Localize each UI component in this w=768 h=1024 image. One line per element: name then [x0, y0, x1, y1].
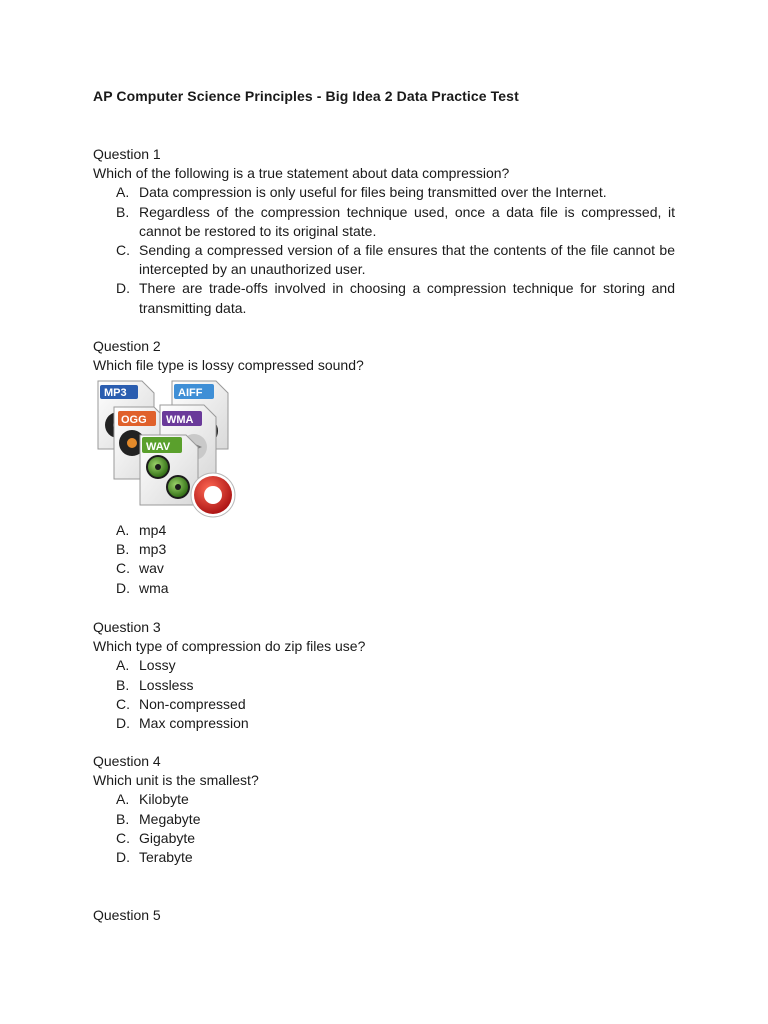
- audio-formats-graphic: [96, 379, 238, 519]
- option-text: Megabyte: [139, 810, 201, 827]
- answer-option: [93, 559, 675, 578]
- answer-option: [93, 241, 675, 279]
- option-letter: C.: [116, 695, 130, 712]
- option-text: Non-compressed: [139, 695, 246, 712]
- answer-options: [93, 521, 675, 598]
- option-text: Gigabyte: [139, 829, 196, 846]
- option-text: Kilobyte: [139, 791, 189, 808]
- option-letter: B.: [116, 203, 130, 220]
- page-title: AP Computer Science Principles - Big Idea 2 Data Practice Test: [93, 88, 519, 104]
- option-letter: D.: [116, 280, 130, 297]
- option-text: mp4: [139, 522, 167, 538]
- option-text: Terabyte: [139, 849, 193, 866]
- option-text: Lossless: [139, 676, 194, 693]
- question-label: Question 5: [93, 907, 161, 923]
- option-text: wav: [139, 560, 164, 577]
- answer-option: [93, 203, 675, 241]
- question-text: Which type of compression do zip files use?: [93, 638, 366, 655]
- option-letter: A.: [116, 184, 130, 201]
- option-letter: D.: [116, 849, 130, 866]
- option-letter: B.: [116, 676, 130, 693]
- record-icon: [191, 473, 235, 517]
- option-letter: A.: [116, 791, 130, 808]
- question-4: [93, 752, 675, 867]
- option-letter: C.: [116, 560, 130, 577]
- question-label: Question 4: [93, 753, 161, 769]
- answer-option: [93, 790, 675, 809]
- question-text: Which unit is the smallest?: [93, 772, 259, 789]
- option-text: mp3: [139, 541, 167, 558]
- option-text: Max compression: [139, 715, 249, 732]
- option-text: Regardless of the compression technique used, once a data file is compressed, it cannot be restored to its original state.: [139, 203, 675, 239]
- answer-option: [93, 676, 675, 695]
- option-text: Lossy: [139, 657, 176, 674]
- question-label: Question 2: [93, 338, 161, 354]
- answer-option: [93, 521, 675, 540]
- question-3: [93, 618, 675, 733]
- question-2-options: [93, 521, 675, 598]
- question-5: [93, 906, 675, 925]
- answer-option: [93, 695, 675, 714]
- question-label: Question 1: [93, 146, 161, 162]
- audio-file-formats-icon: [96, 379, 238, 519]
- wav-file-icon: [140, 435, 198, 505]
- option-text: There are trade-offs involved in choosing a compression technique for storing and transmitting data.: [139, 280, 675, 316]
- option-letter: B.: [116, 541, 130, 558]
- option-letter: A.: [116, 522, 130, 538]
- answer-option: [93, 279, 675, 317]
- svg-text:OGG: OGG: [121, 414, 147, 426]
- answer-option: [93, 714, 675, 733]
- option-text: wma: [139, 579, 169, 596]
- svg-text:AIFF: AIFF: [178, 387, 203, 399]
- answer-option: [93, 656, 675, 675]
- question-1: [93, 145, 675, 318]
- option-letter: D.: [116, 579, 130, 596]
- answer-options: [93, 790, 675, 867]
- svg-text:WMA: WMA: [166, 414, 194, 426]
- answer-option: [93, 183, 675, 202]
- option-letter: A.: [116, 657, 130, 674]
- option-letter: C.: [116, 829, 130, 846]
- question-2: [93, 337, 675, 375]
- answer-option: [93, 829, 675, 848]
- option-letter: C.: [116, 242, 130, 259]
- question-text: Which file type is lossy compressed sound?: [93, 357, 364, 374]
- option-letter: D.: [116, 715, 130, 732]
- svg-text:MP3: MP3: [104, 387, 127, 399]
- answer-option: [93, 810, 675, 829]
- answer-option: [93, 848, 675, 867]
- question-text: Which of the following is a true statement about data compression?: [93, 165, 510, 182]
- option-letter: B.: [116, 810, 130, 827]
- answer-options: [93, 183, 675, 317]
- answer-option: [93, 579, 675, 598]
- svg-text:WAV: WAV: [146, 441, 171, 453]
- answer-options: [93, 656, 675, 733]
- option-text: Data compression is only useful for files being transmitted over the Internet.: [139, 184, 607, 201]
- answer-option: [93, 540, 675, 559]
- option-text: Sending a compressed version of a file ensures that the contents of the file cannot be intercepted by an unauthorized user.: [139, 242, 675, 278]
- question-label: Question 3: [93, 619, 161, 635]
